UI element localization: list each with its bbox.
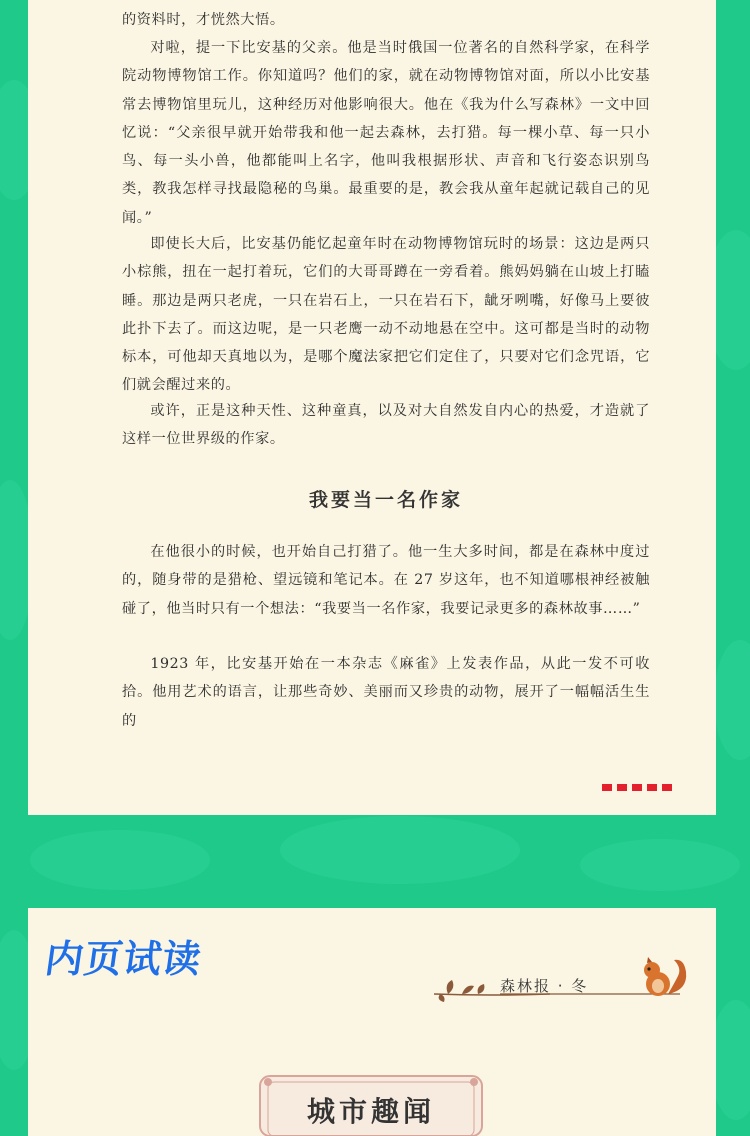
section-heading: 我要当一名作家 (308, 489, 463, 511)
squirrel-icon (638, 954, 690, 1000)
chapter-frame (256, 1072, 486, 1136)
newspaper-label: 森林报 · 冬 (500, 977, 589, 995)
continue-dashes (602, 784, 672, 791)
chapter-title: 城市趣闻 (306, 1095, 435, 1128)
paragraph: 即使长大后，比安基仍能忆起童年时在动物博物馆玩时的场景：这边是两只小棕熊，扭在一起打着玩，它们的大哥哥蹲在一旁看着。熊妈妈躺在山坡上打瞌睡。那边是两只老虎，一只在岩石上，一只在岩石下，龇牙咧嘴，好像马上要彼此扑下去了。而这边呢，是一只老鹰一动不动地悬在空中。这可都是当时的动物标本，可他却天真地以为，是哪个魔法家把它们定住了，只要对它们念咒语，它们就会醒过来的。 (122, 236, 650, 394)
preview-title: 内页试读 (42, 937, 205, 981)
paragraph: 或许，正是这种天性、这种童真，以及对大自然发自内心的热爱，才造就了这样一位世界级的作家。 (122, 403, 650, 448)
paragraph: 对啦，提一下比安基的父亲。他是当时俄国一位著名的自然科学家，在科学院动物博物馆工作。你知道吗？他们的家，就在动物博物馆对面，所以小比安基常去博物馆里玩儿，这种经历对他影响很大。他在《我为什么写森林》一文中回忆说：“父亲很早就开始带我和他一起去森林，去打猎。每一棵小草、每一只小鸟、每一头小兽，他都能叫上名字，他叫我根据形状、声音和飞行姿态识别鸟类，教我怎样寻找最隐秘的鸟巢。最重要的是，教会我从童年起就记载自己的见闻。” (122, 40, 650, 226)
paragraph: 1923 年，比安基开始在一本杂志《麻雀》上发表作品，从此一发不可收拾。他用艺术的语言，让那些奇妙、美丽而又珍贵的动物，展开了一幅幅活生生的 (122, 656, 650, 729)
paragraph: 的资料时，才恍然大悟。 (122, 12, 285, 28)
paragraph: 在他很小的时候，也开始自己打猎了。他一生大多时间，都是在森林中度过的，随身带的是猎枪、望远镜和笔记本。在 27 岁这年，也不知道哪根神经被触碰了，他当时只有一个想法：“我要当一名作家，我要记录更多的森林故事……” (122, 544, 650, 617)
newspaper-tag (430, 956, 690, 1006)
article-panel (28, 0, 716, 815)
preview-panel (28, 908, 716, 1136)
